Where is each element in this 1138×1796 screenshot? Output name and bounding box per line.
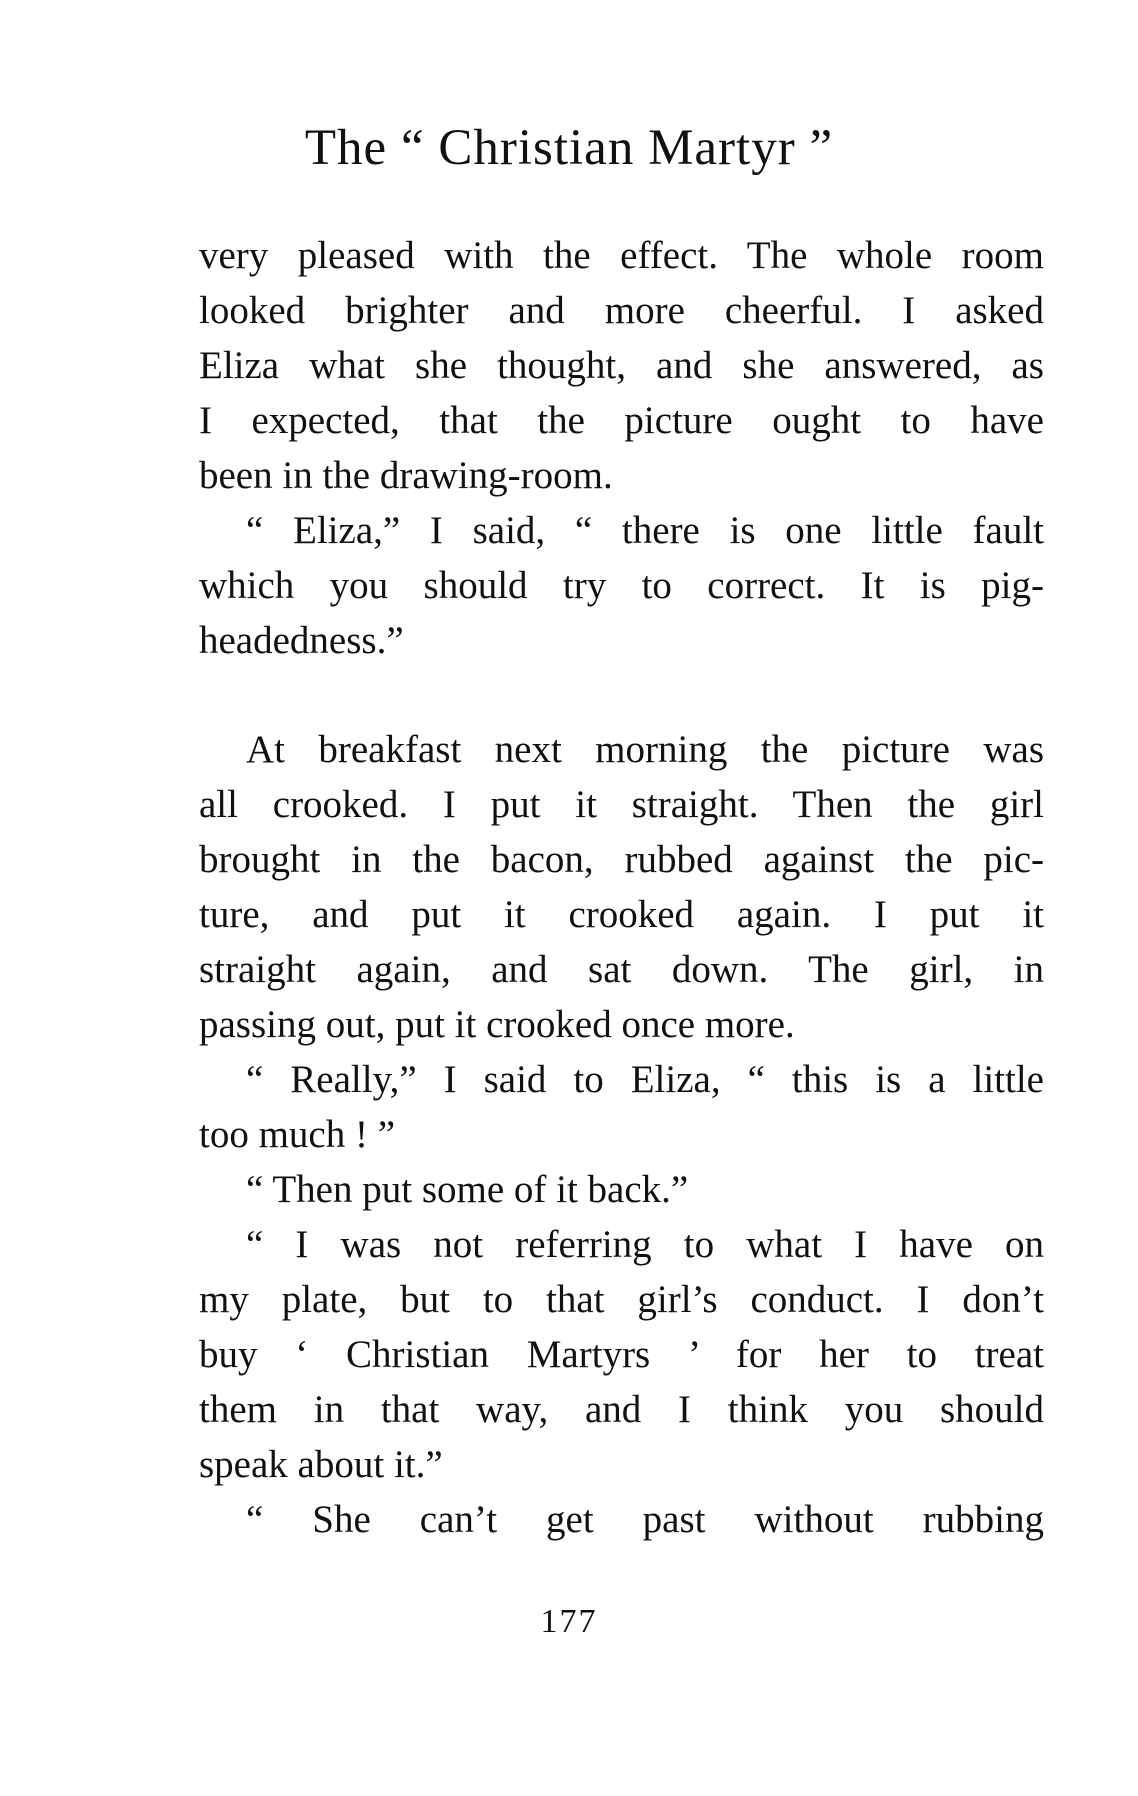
text-line: At breakfast next morning the picture was (246, 728, 1044, 771)
section-break (199, 668, 1044, 722)
text-line: I expected, that the picture ought to have (199, 399, 1044, 442)
text-line: “ Then put some of it back.” (246, 1168, 689, 1211)
text-line: been in the drawing-room. (199, 454, 613, 497)
paragraph (199, 1492, 1044, 1547)
text-line: ture, and put it crooked again. I put it (199, 893, 1044, 936)
text-line: buy ‘ Christian Martyrs ’ for her to treat (199, 1333, 1044, 1376)
text-line: “ Eliza,” I said, “ there is one little fault (246, 509, 1044, 552)
text-line: too much ! ” (199, 1113, 396, 1156)
text-line: headedness.” (199, 619, 404, 662)
text-line: them in that way, and I think you should (199, 1388, 1044, 1431)
text-line: “ I was not referring to what I have on (246, 1223, 1044, 1266)
text-line: all crooked. I put it straight. Then the girl (199, 783, 1044, 826)
text-line: speak about it.” (199, 1443, 443, 1486)
text-line: “ She can’t get past without rubbing (246, 1498, 1044, 1541)
page-number: 177 (540, 1603, 598, 1640)
text-line: very pleased with the effect. The whole room (199, 234, 1044, 277)
paragraph (199, 228, 1044, 503)
paragraph (199, 1217, 1044, 1492)
text-line: looked brighter and more cheerful. I asked (199, 289, 1044, 332)
text-line: Eliza what she thought, and she answered, as (199, 344, 1044, 387)
text-line: my plate, but to that girl’s conduct. I don’t (199, 1278, 1044, 1321)
text-line: straight again, and sat down. The girl, in (199, 948, 1044, 991)
running-head: The “ Christian Martyr ” (304, 120, 834, 176)
paragraph (199, 722, 1044, 1052)
paragraph (199, 1052, 1044, 1162)
text-line: brought in the bacon, rubbed against the pic- (199, 838, 1044, 881)
text-line: which you should try to correct. It is pig- (199, 564, 1044, 607)
paragraph (199, 1162, 1044, 1217)
body-text (199, 228, 1044, 1547)
text-line: passing out, put it crooked once more. (199, 1003, 795, 1046)
text-line: “ Really,” I said to Eliza, “ this is a little (246, 1058, 1044, 1101)
paragraph (199, 503, 1044, 668)
